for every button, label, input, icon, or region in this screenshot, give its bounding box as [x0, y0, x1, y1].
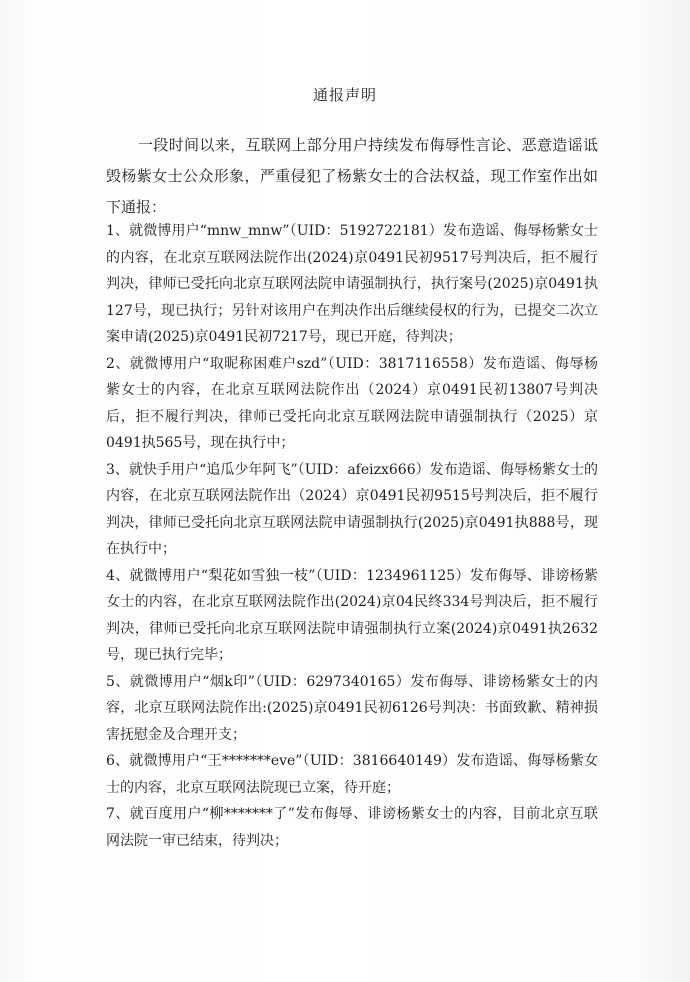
notice-item-5: 5、就微博用户“烟k印”（UID：6297340165）发布侮辱、诽谤杨紫女士的内容，北京互联网法院作出:(2025)京0491民初6126号判决：书面致歉、精神损害抚慰金及合理开支； [106, 673, 598, 743]
document-title: 通报声明 [312, 86, 377, 104]
notice-item-7: 7、就百度用户“柳*******了”发布侮辱、诽谤杨紫女士的内容，目前北京互联网法院一审已结束，待判决； [106, 806, 598, 849]
notice-item-3: 3、就快手用户“追瓜少年阿飞”（UID：afeizx666）发布造谣、侮辱杨紫女士的内容，在北京互联网法院作出（2024）京0491民初9515号判决后，拒不履行判决，律师已受托向北京互联网法院申请强制执行(2025)京0491执888号，现在执行中； [106, 461, 598, 557]
notice-item-4: 4、就微博用户“梨花如雪独一枝”（UID：1234961125）发布侮辱、诽谤杨紫女士的内容，在北京互联网法院作出(2024)京04民终334号判决后，拒不履行判决，律师已受托向北京互联网法院申请强制执行立案(2024)京0491执2632号，现已执行完毕； [106, 567, 598, 663]
notice-item-6: 6、就微博用户“王*******eve”（UID：3816640149）发布造谣、侮辱杨紫女士的内容，北京互联网法院现已立案，待开庭； [106, 753, 598, 796]
intro-paragraph: 一段时间以来，互联网上部分用户持续发布侮辱性言论、恶意造谣诋毁杨紫女士公众形象，严重侵犯了杨紫女士的合法权益，现工作室作出如下通报： [106, 136, 598, 216]
notice-item-1: 1、就微博用户“mnw_mnw”（UID：5192722181）发布造谣、侮辱杨紫女士的内容，在北京互联网法院作出(2024)京0491民初9517号判决后，拒不履行判决，律师已受托向北京互联网法院申请强制执行，执行案号(2025)京0491执127号，现已执行；另针对该用户在判决作出后继续侵权的行为，已提交二次立案申请(2025)京0491民初7217号，现已开庭，待判决； [106, 223, 598, 345]
notice-item-2: 2、就微博用户“取昵称困难户szd”（UID：3817116558）发布造谣、侮辱杨紫女士的内容，在北京互联网法院作出（2024）京0491民初13807号判决后，拒不履行判决，律师已受托向北京互联网法院申请强制执行（2025）京0491执565号，现在执行中； [106, 355, 598, 451]
notice-items [106, 218, 598, 854]
